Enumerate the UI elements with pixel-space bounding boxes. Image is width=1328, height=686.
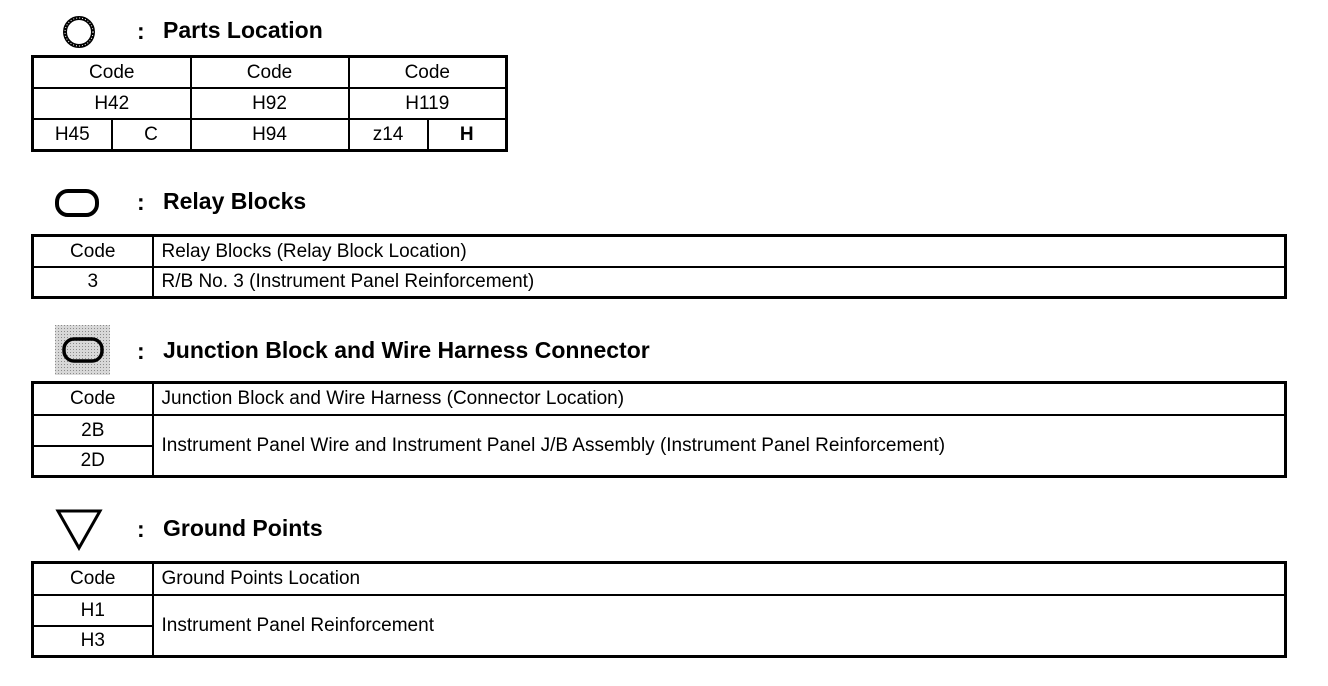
relay-location: R/B No. 3 (Instrument Panel Reinforcement): [153, 267, 1286, 298]
parts-cell: H: [428, 119, 507, 150]
circle-icon: [62, 15, 96, 49]
parts-location-heading: Parts Location: [163, 17, 323, 43]
ground-location: Instrument Panel Reinforcement: [153, 595, 1286, 657]
junction-heading: Junction Block and Wire Harness Connector: [163, 337, 650, 363]
parts-cell: H119: [349, 88, 507, 119]
relay-blocks-colon: :: [137, 189, 145, 215]
rounded-rectangle-icon: [54, 187, 100, 219]
table-row: [33, 595, 1286, 626]
parts-header-code-1: Code: [33, 57, 191, 88]
ground-code: H3: [33, 626, 153, 657]
down-triangle-icon: [55, 507, 103, 551]
ground-header-location: Ground Points Location: [153, 563, 1286, 595]
ground-heading: Ground Points: [163, 515, 323, 541]
parts-cell: H45: [33, 119, 112, 150]
junction-code: 2B: [33, 415, 153, 446]
junction-header-location: Junction Block and Wire Harness (Connector Location): [153, 383, 1286, 415]
junction-code: 2D: [33, 446, 153, 477]
relay-header-location: Relay Blocks (Relay Block Location): [153, 236, 1286, 267]
parts-header-code-2: Code: [191, 57, 349, 88]
parts-cell: H42: [33, 88, 191, 119]
relay-code: 3: [33, 267, 153, 298]
ground-colon: :: [137, 516, 145, 542]
parts-location-colon: :: [137, 18, 145, 44]
relay-blocks-table: [31, 234, 1287, 299]
table-row: [33, 267, 1286, 298]
parts-cell: H92: [191, 88, 349, 119]
junction-table: [31, 381, 1287, 478]
parts-location-table: [31, 55, 508, 152]
parts-cell: z14: [349, 119, 428, 150]
shaded-rounded-rectangle-icon: [55, 325, 110, 375]
junction-colon: :: [137, 338, 145, 364]
junction-location: Instrument Panel Wire and Instrument Panel J/B Assembly (Instrument Panel Reinforcement): [153, 415, 1286, 477]
ground-points-table: [31, 561, 1287, 658]
parts-header-code-3: Code: [349, 57, 507, 88]
relay-header-code: Code: [33, 236, 153, 267]
parts-cell: H94: [191, 119, 349, 150]
junction-header-code: Code: [33, 383, 153, 415]
table-row: [33, 415, 1286, 446]
relay-blocks-heading: Relay Blocks: [163, 188, 307, 214]
parts-cell: C: [112, 119, 191, 150]
ground-header-code: Code: [33, 563, 153, 595]
ground-code: H1: [33, 595, 153, 626]
